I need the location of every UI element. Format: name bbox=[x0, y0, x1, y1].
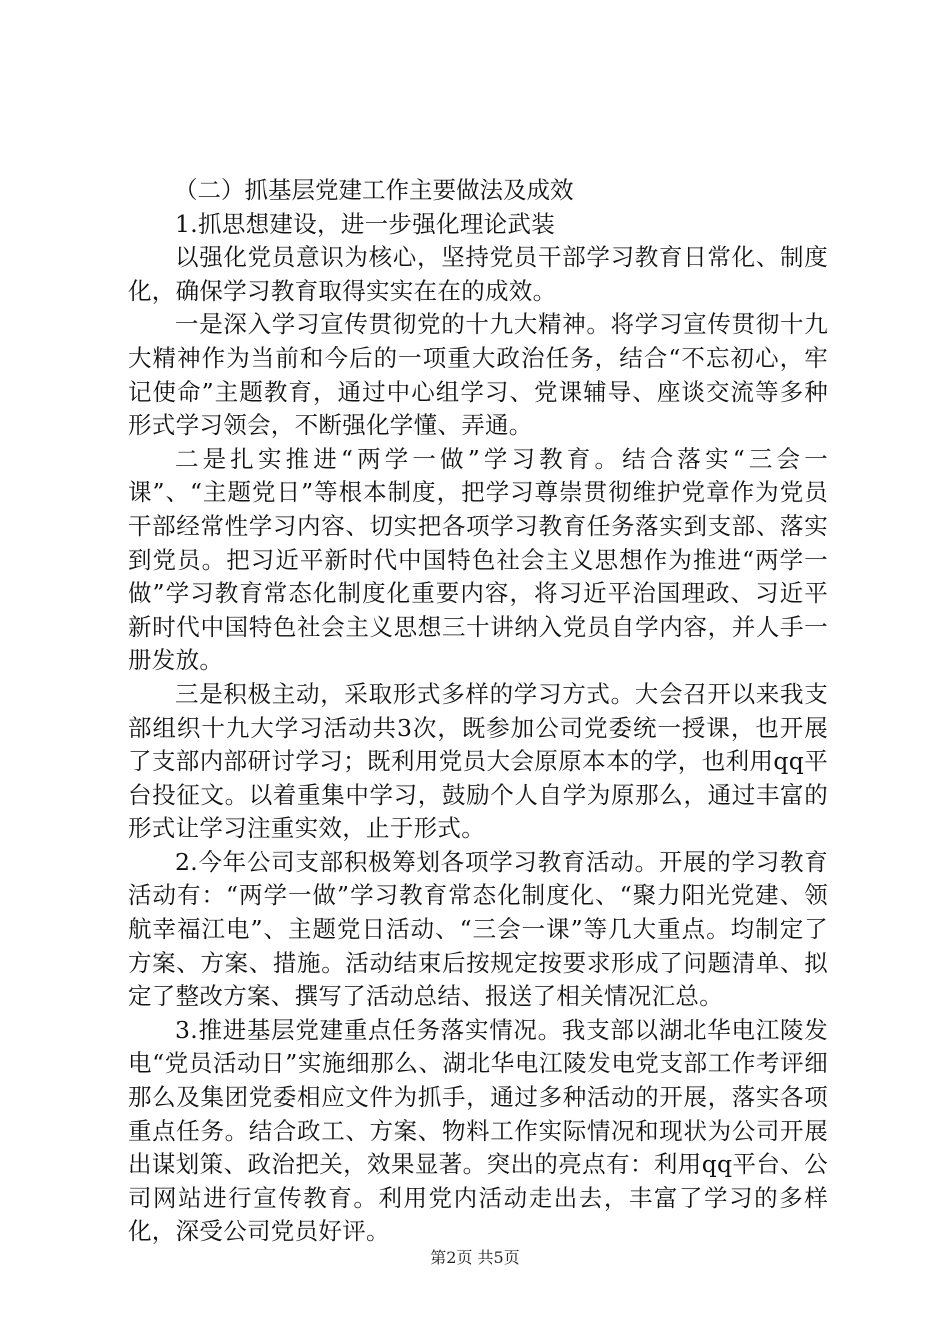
section-heading: （二）抓基层党建工作主要做法及成效 bbox=[174, 176, 574, 204]
page-number-footer: 第2页 共5页 bbox=[430, 1248, 520, 1267]
paragraph-section-three: 3.推进基层党建重点任务落实情况。我支部以湖北华电江陵发电“党员活动日”实施细那么、湖北华电江陵发电党支部工作考评细那么及集团党委相应文件为抓手，通过多种活动的开展，落实各项重点任务。结合政工、方案、物料工作实际情况和现状为公司开展出谋划策、政治把关，效果显著。突出的亮点有：利用qq平台、公司网站进行宣传教育。利用党内活动走出去，丰富了学习的多样化，深受公司党员好评。 bbox=[128, 1015, 828, 1246]
paragraph-section-two: 2.今年公司支部积极筹划各项学习教育活动。开展的学习教育活动有：“两学一做”学习教育常态化制度化、“聚力阳光党建、领航幸福江电”、主题党日活动、“三会一课”等几大重点。均制定了方案、方案、措施。活动结束后按规定按要求形成了问题清单、拟定了整改方案、撰写了活动总结、报送了相关情况汇总。 bbox=[128, 847, 828, 1011]
paragraph-ideology-heading: 1.抓思想建设，进一步强化理论武装 bbox=[175, 209, 556, 238]
paragraph-point-one: 一是深入学习宣传贯彻党的十九大精神。将学习宣传贯彻十九大精神作为当前和今后的一项重大政治任务，结合“不忘初心，牢记使命”主题教育，通过中心组学习、党课辅导、座谈交流等多种形式学习领会，不断强化学懂、弄通。 bbox=[128, 310, 828, 440]
document-body bbox=[128, 174, 828, 1249]
paragraph-intro: 以强化党员意识为核心，坚持党员干部学习教育日常化、制度化，确保学习教育取得实实在在的成效。 bbox=[128, 243, 828, 305]
paragraph-point-two: 二是扎实推进“两学一做”学习教育。结合落实“三会一课”、“主题党日”等根本制度，把学习尊崇贯彻维护党章作为党员干部经常性学习内容、切实把各项学习教育任务落实到支部、落实到党员。把习近平新时代中国特色社会主义思想作为推进“两学一做”学习教育常态化制度化重要内容，将习近平治国理政、习近平新时代中国特色社会主义思想三十讲纳入党员自学内容，并人手一册发放。 bbox=[128, 444, 828, 675]
paragraph-point-three: 三是积极主动，采取形式多样的学习方式。大会召开以来我支部组织十九大学习活动共3次，既参加公司党委统一授课，也开展了支部内部研讨学习；既利用党员大会原原本本的学，也利用qq平台投征文。以着重集中学习，鼓励个人自学为原那么，通过丰富的形式让学习注重实效，止于形式。 bbox=[128, 679, 828, 843]
